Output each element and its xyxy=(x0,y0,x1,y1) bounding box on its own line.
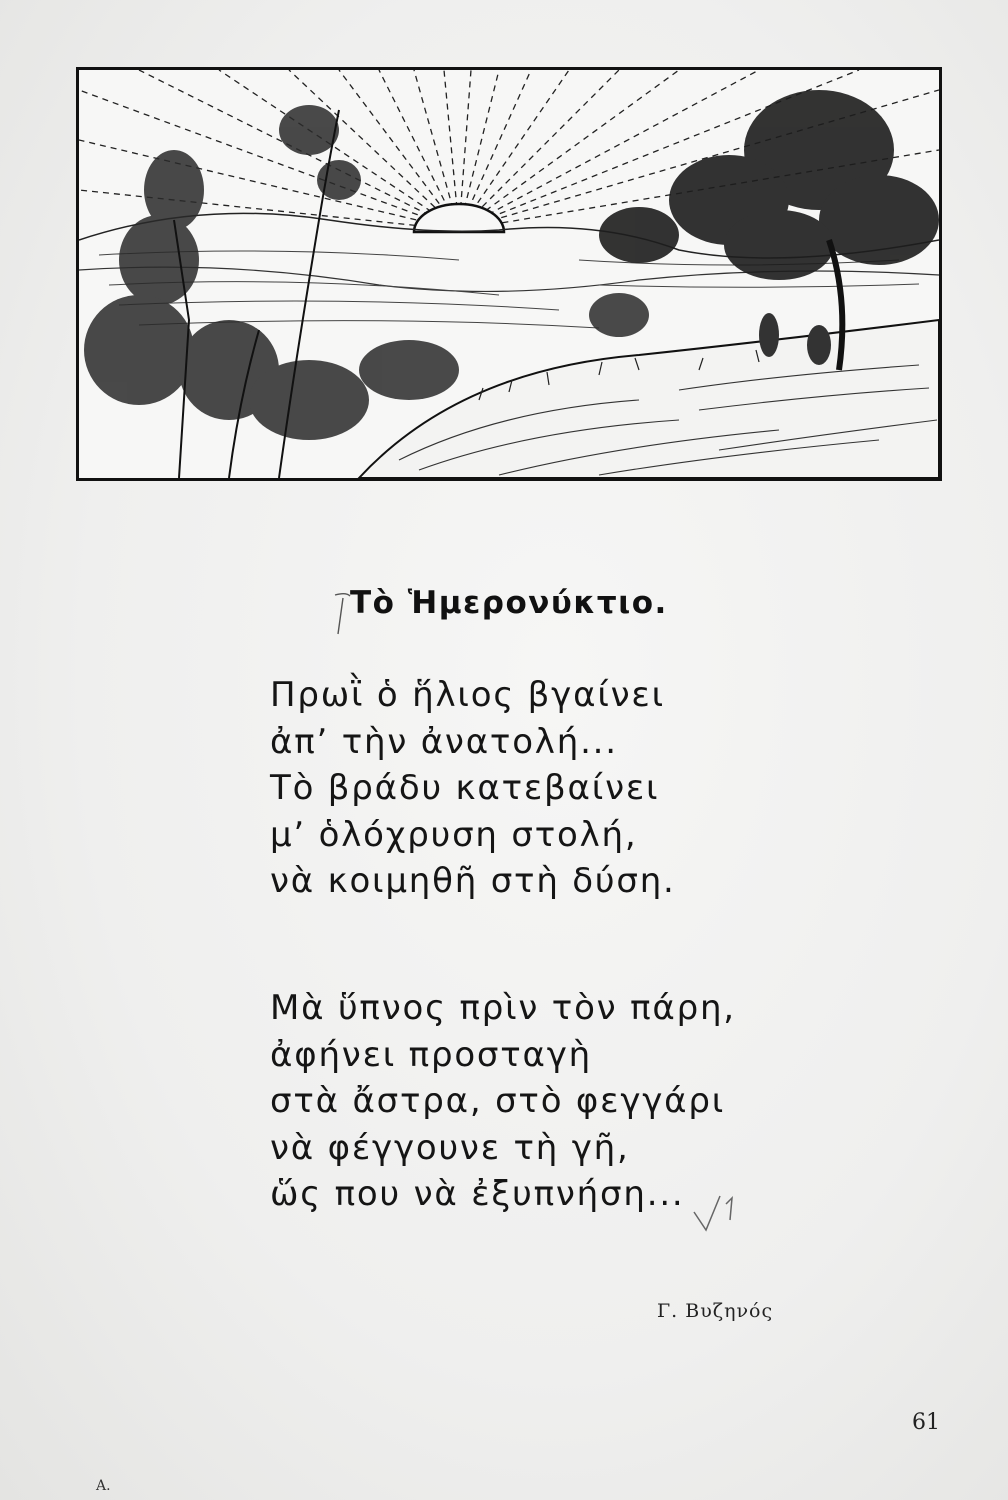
verse-line: Πρωῒ ὁ ἥλιος βγαίνει xyxy=(270,675,665,715)
sunrise-landscape-icon xyxy=(79,70,939,478)
verse-line: Μὰ ὕπνος πρὶν τὸν πάρη, xyxy=(270,988,736,1028)
verse-line: Τὸ βράδυ κατεβαίνει xyxy=(270,768,660,808)
verse-line: νὰ φέγγουνε τὴ γῆ, xyxy=(270,1127,630,1168)
verse-line: ἀπ’ τὴν ἀνατολή... xyxy=(270,721,618,762)
poem-title: Τὸ Ἡμερονύκτιο. xyxy=(350,585,668,621)
verse-line: μ’ ὁλόχρυση στολή, xyxy=(270,814,638,855)
pencil-check-icon xyxy=(690,1190,742,1234)
pencil-mark-icon xyxy=(332,590,354,638)
poem-stanza-1 xyxy=(270,672,830,905)
verse-line: ἀφήνει προσταγὴ xyxy=(270,1034,593,1075)
landscape-illustration xyxy=(76,67,942,481)
verse-line: νὰ κοιμηθῆ στὴ δύση. xyxy=(270,861,676,901)
margin-mark: Α. xyxy=(96,1478,111,1494)
page-number: 61 xyxy=(912,1410,940,1435)
verse-line: στὰ ἄστρα, στὸ φεγγάρι xyxy=(270,1081,726,1121)
verse-line: ὥς που νὰ ἐξυπνήση... xyxy=(270,1174,685,1214)
poem-stanza-2 xyxy=(270,985,830,1218)
poem-author: Γ. Βυζηνός xyxy=(657,1300,774,1322)
